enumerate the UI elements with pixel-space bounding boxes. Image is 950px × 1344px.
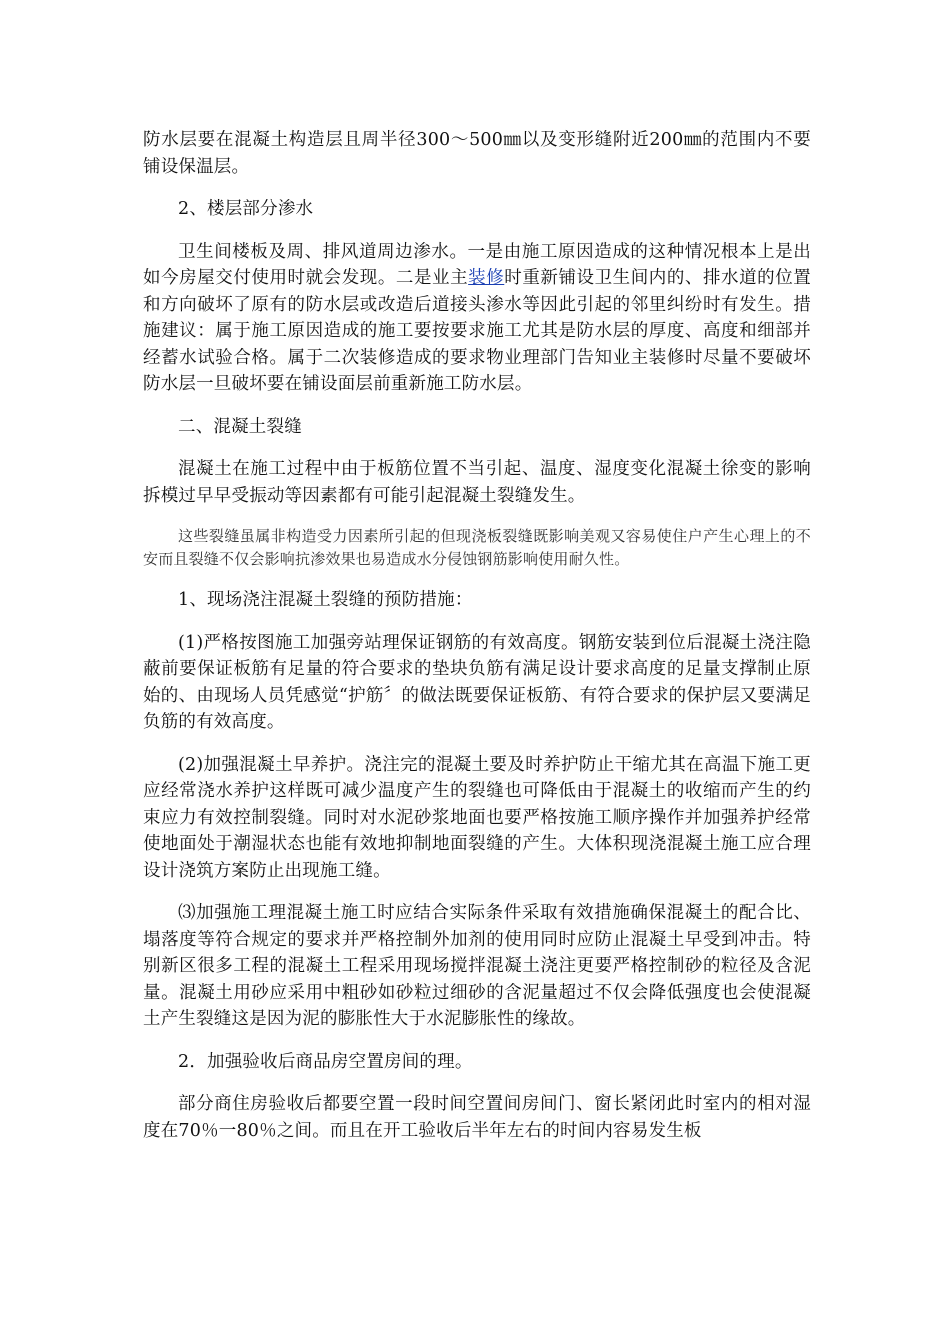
- paragraph-crack-causes: 混凝土在施工过程中由于板筋位置不当引起、温度、湿度变化混凝土徐变的影响拆模过早早受振动等因素都有可能引起混凝土裂缝发生。: [143, 459, 811, 506]
- paragraph-measure-1: (1)严格按图施工加强旁站理保证钢筋的有效高度。钢筋安装到位后混凝土浇注隐蔽前要保证板筋有足量的符合要求的垫块负筋有满足设计要求高度的足量支撑制止原始的、由现场人员凭感觉“护筋〞的做法既要保证板筋、有符合要求的保护层又要满足负筋的有效高度。: [143, 632, 811, 732]
- paragraph-vacant-rooms: 部分商住房验收后都要空置一段时间空置间房间门、窗长紧闭此时室内的相对湿度在70％一80％之间。而且在开工验收后半年左右的时间内容易发生板: [143, 1094, 811, 1141]
- paragraph-measure-3: ⑶加强施工理混凝土施工时应结合实际条件采取有效措施确保混凝土的配合比、塌落度等符合规定的要求并严格控制外加剂的使用同时应防止混凝土早受到冲击。特别新区很多工程的混凝土工程采用现场搅拌混凝土浇注更要严格控制砂的粒径及含泥量。混凝土用砂应采用中粗砂如砂粒过细砂的含泥量超过不仅会降低强度也会使混凝土产生裂缝这是因为泥的膨胀性大于水泥膨胀性的缘故。: [143, 903, 811, 1029]
- paragraph-text: 卫生间楼板及周、排风道周边渗水。一是由施工原因造成的这种情况根本上是出如今房屋交付使用时就会发现。二是业主: [143, 241, 811, 288]
- heading-vacant-rooms: 2．加强验收后商品房空置房间的理。: [178, 1051, 473, 1072]
- heading-floor-leakage: 2、楼层部分渗水: [178, 199, 314, 219]
- heading-prevention-measures: 1、现场浇注混凝土裂缝的预防措施：: [178, 590, 473, 610]
- paragraph-bathroom-leakage: [143, 239, 811, 398]
- paragraph-measure-2: (2)加强混凝土早养护。浇注完的混凝土要及时养护防止干缩尤其在高温下施工更应经常浇水养护这样既可减少温度产生的裂缝也可降低由于混凝土的收缩而产生的约束应力有效控制裂缝。同时对水泥砂浆地面也要严格按施工顺序操作并加强养护经常使地面处于潮湿状态也能有效地抑制地面裂缝的产生。大体积现浇混凝土施工应合理设计浇筑方案防止出现施工缝。: [143, 754, 811, 881]
- heading-concrete-cracks: 二、混凝土裂缝: [178, 416, 302, 437]
- paragraph-waterproof-insulation: 防水层要在混凝土构造层且周半径300～500㎜以及变形缝附近200㎜的范围内不要铺设保温层。: [143, 130, 811, 177]
- renovation-link[interactable]: 装修: [468, 268, 505, 288]
- paragraph-text: 时重新铺设卫生间内的、排水道的位置和方向破坏了原有的防水层或改造后道接头渗水等因此引起的邻里纠纷时有发生。措施建议：属于施工原因造成的施工要按要求施工尤其是防水层的厚度、高度和细部并经蓄水试验合格。属于二次装修造成的要求物业理部门告知业主装修时尽量不要破坏防水层一旦破坏要在铺设面层前重新施工防水层。: [143, 268, 811, 394]
- paragraph-crack-effects: 这些裂缝虽属非构造受力因素所引起的但现浇板裂缝既影响美观又容易使住户产生心理上的不安而且裂缝不仅会影响抗渗效果也易造成水分侵蚀钢筋影响使用耐久性。: [143, 527, 811, 568]
- document-body: [143, 127, 811, 1144]
